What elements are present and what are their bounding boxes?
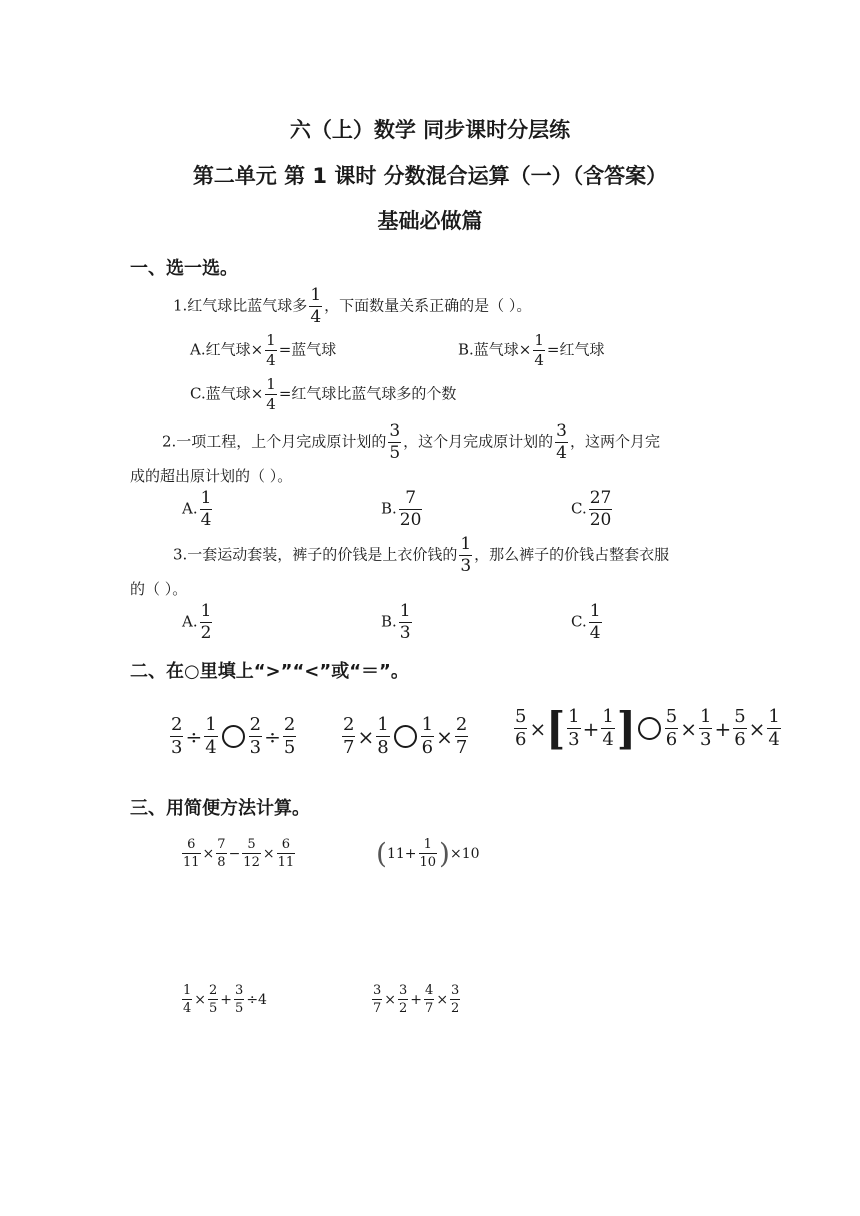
fraction: $\frac{3}{4}$ xyxy=(556,421,567,463)
fraction: $\frac{5}{6}$ xyxy=(515,706,527,750)
q3-option-a: A. $\frac{1}{2}$ xyxy=(182,601,212,643)
fraction: $\frac{1}{6}$ xyxy=(421,714,434,758)
fraction: $\frac{5}{12}$ xyxy=(243,837,260,870)
fraction: $\frac{1}{3}$ xyxy=(460,534,472,576)
page-level: 基础必做篇 xyxy=(377,209,483,233)
answer-circle[interactable] xyxy=(638,717,661,740)
fraction: $\frac{1}{4}$ xyxy=(534,331,544,369)
fraction: $\frac{1}{4}$ xyxy=(768,706,780,750)
question-1 xyxy=(173,287,531,326)
fraction: $\frac{1}{4}$ xyxy=(200,488,212,530)
fraction: $\frac{1}{4}$ xyxy=(310,285,322,327)
fraction: $\frac{1}{4}$ xyxy=(205,714,217,758)
calc-problem-2: (11+ $\frac{1}{10}$ )×10 xyxy=(376,836,480,870)
q1-prefix: 1.红气球比蓝气球多 xyxy=(173,296,308,315)
question-2-line2: 成的超出原计划的（ ）。 xyxy=(130,467,293,485)
compare-expression-3: $\frac{5}{6}$ ×[ $\frac{1}{3}$ + $\frac{1}{4}$ ] $\frac{5}{6}$ × $\frac{1}{3}$ + $\frac{5}{6}$ × $\frac{1}{4}$ xyxy=(515,702,780,754)
fraction: $\frac{3}{5}$ xyxy=(235,983,244,1016)
q1-option-c: C.蓝气球× $\frac{1}{4}$ =红气球比蓝气球多的个数 xyxy=(190,375,457,413)
q3-option-c: C. $\frac{1}{4}$ xyxy=(571,601,601,643)
fraction: $\frac{4}{7}$ xyxy=(425,983,434,1016)
calc-problem-3: $\frac{1}{4}$ × $\frac{2}{5}$ + $\frac{3}{5}$ ÷4 xyxy=(183,983,267,1016)
fraction: $\frac{27}{20}$ xyxy=(589,488,612,530)
q2-option-a: A. $\frac{1}{4}$ xyxy=(182,488,212,530)
fraction: $\frac{1}{10}$ xyxy=(419,837,437,870)
fraction: $\frac{2}{5}$ xyxy=(283,714,296,758)
q3-option-b: B. $\frac{1}{3}$ xyxy=(381,601,411,643)
fraction: $\frac{3}{5}$ xyxy=(389,421,401,463)
answer-circle[interactable] xyxy=(222,725,245,748)
question-2: 2.一项工程，上个月完成原计划的 $\frac{3}{5}$ ，这个月完成原计划的 $\frac{3}{4}$ ，这两个月完 xyxy=(162,421,661,463)
page-title: 六（上）数学 同步课时分层练 xyxy=(289,118,571,142)
question-3: 3.一套运动套装，裤子的价钱是上衣价钱的 $\frac{1}{3}$ ，那么裤子的价钱占整套衣服 xyxy=(173,534,670,576)
page-subtitle: 第二单元 第 1 课时 分数混合运算（一）（含答案） xyxy=(192,164,668,188)
fraction: $\frac{5}{6}$ xyxy=(665,706,678,750)
compare-expression-2: $\frac{2}{7}$ × $\frac{1}{8}$ $\frac{1}{6}$ × $\frac{2}{7}$ xyxy=(343,714,468,758)
fraction: $\frac{3}{2}$ xyxy=(451,983,460,1016)
right-bracket: ] xyxy=(616,702,636,754)
fraction: $\frac{2}{3}$ xyxy=(249,714,262,758)
fraction: $\frac{3}{7}$ xyxy=(373,983,382,1016)
fraction: $\frac{7}{20}$ xyxy=(399,488,422,530)
fraction: $\frac{1}{3}$ xyxy=(699,706,712,750)
fraction: $\frac{1}{3}$ xyxy=(399,601,411,643)
section1-heading: 一、选一选。 xyxy=(130,258,238,279)
fraction: $\frac{2}{5}$ xyxy=(209,983,218,1016)
q2-option-c: C. $\frac{27}{20}$ xyxy=(571,488,612,530)
q1-option-a: A.红气球× $\frac{1}{4}$ =蓝气球 xyxy=(190,331,337,369)
fraction: $\frac{1}{4}$ xyxy=(266,375,276,413)
q2-option-b: B. $\frac{7}{20}$ xyxy=(381,488,422,530)
fraction: $\frac{1}{4}$ xyxy=(589,601,601,643)
fraction: $\frac{1}{4}$ xyxy=(266,331,276,369)
fraction: $\frac{1}{8}$ xyxy=(377,714,389,758)
q1-suffix: ，下面数量关系正确的是（ ）。 xyxy=(324,296,532,315)
fraction: $\frac{6}{11}$ xyxy=(277,837,295,870)
right-paren: ) xyxy=(439,836,450,870)
answer-circle[interactable] xyxy=(394,725,417,748)
fraction: $\frac{6}{11}$ xyxy=(183,837,200,870)
calc-problem-4: $\frac{3}{7}$ × $\frac{3}{2}$ + $\frac{4}{7}$ × $\frac{3}{2}$ xyxy=(373,983,460,1016)
left-paren: ( xyxy=(376,836,387,870)
section3-heading: 三、用简便方法计算。 xyxy=(130,798,310,819)
fraction: $\frac{3}{2}$ xyxy=(399,983,408,1016)
calc-problem-1: $\frac{6}{11}$ × $\frac{7}{8}$ − $\frac{5}{12}$ × $\frac{6}{11}$ xyxy=(183,837,295,870)
fraction: $\frac{1}{3}$ xyxy=(568,706,580,750)
compare-expression-1: $\frac{2}{3}$ ÷ $\frac{1}{4}$ $\frac{2}{3}$ ÷ $\frac{2}{5}$ xyxy=(171,714,296,758)
fraction: $\frac{1}{4}$ xyxy=(602,706,614,750)
question-3-line2: 的（ ）。 xyxy=(130,580,188,598)
fraction: $\frac{1}{4}$ xyxy=(183,983,192,1016)
q1-option-b: B.蓝气球× $\frac{1}{4}$ =红气球 xyxy=(458,331,605,369)
fraction: $\frac{2}{3}$ xyxy=(171,714,183,758)
fraction: $\frac{5}{6}$ xyxy=(734,706,746,750)
fraction: $\frac{2}{7}$ xyxy=(455,714,468,758)
section2-heading: 二、在○里填上“>”“<”或“＝”。 xyxy=(130,661,409,682)
left-bracket: [ xyxy=(546,702,566,754)
fraction: $\frac{2}{7}$ xyxy=(343,714,355,758)
fraction: $\frac{1}{2}$ xyxy=(200,601,212,643)
fraction: $\frac{7}{8}$ xyxy=(217,837,226,870)
